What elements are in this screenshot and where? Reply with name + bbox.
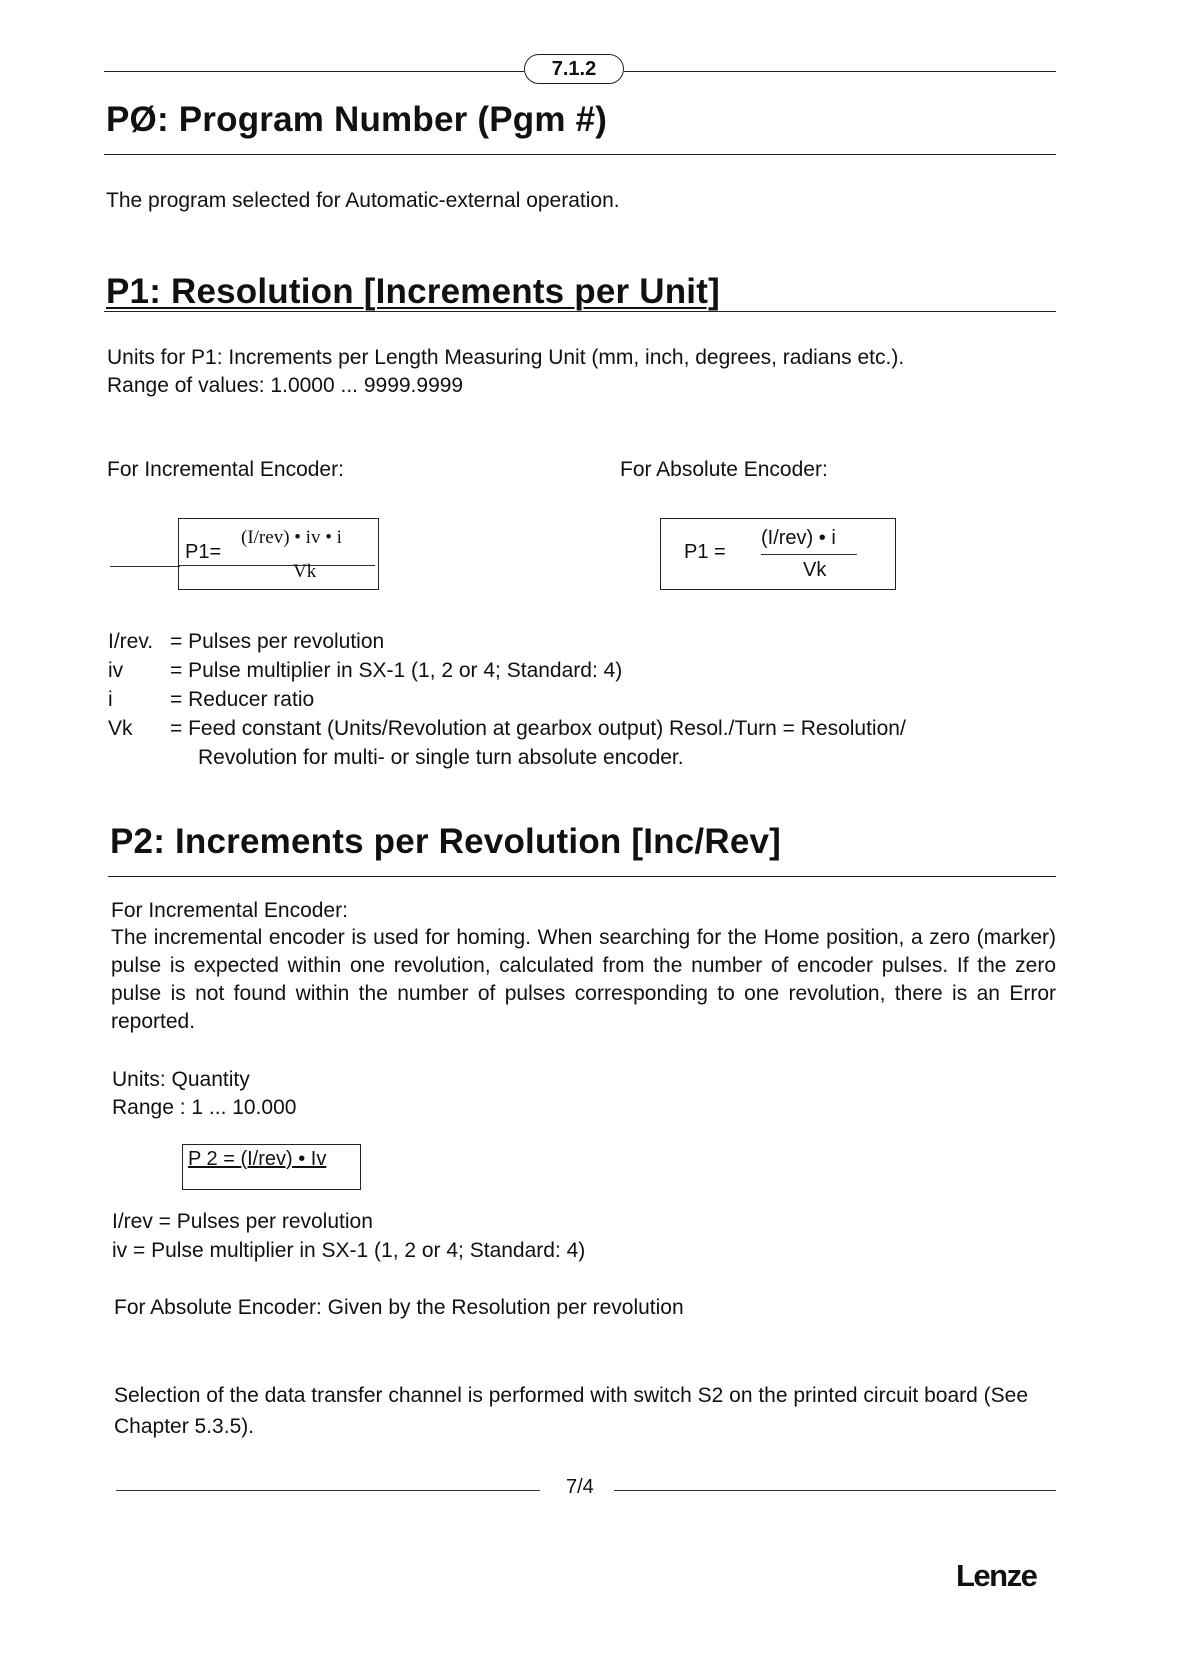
p0-title-rule <box>104 154 1056 155</box>
formula-abs-lhs: P1 = <box>684 541 726 563</box>
def-text-1: = Pulses per revolution <box>170 630 385 653</box>
p2-selection: Selection of the data transfer channel is performed with switch S2 on the printed circuit board (See Chapter 5.3.5). <box>114 1384 1028 1438</box>
header-rule-right <box>624 71 1056 72</box>
p2-range: Range : 1 ... 10.000 <box>112 1096 297 1119</box>
formula-inc-leadline <box>110 566 180 567</box>
def-text-2: = Pulse multiplier in SX-1 (1, 2 or 4; Standard: 4) <box>170 659 623 682</box>
p2-def-2: iv = Pulse multiplier in SX-1 (1, 2 or 4; Standard: 4) <box>112 1239 586 1262</box>
footer-rule-right <box>614 1490 1056 1491</box>
def-term-4: Vk <box>108 717 133 740</box>
page-number: 7/4 <box>566 1476 594 1498</box>
footer-rule-left <box>116 1490 540 1491</box>
formula-abs-fraction-bar <box>761 554 857 555</box>
p1-title-rule <box>104 311 1056 312</box>
p1-absolute-label: For Absolute Encoder: <box>620 458 828 481</box>
header-rule-left <box>104 71 524 72</box>
p2-formula-box <box>182 1144 361 1190</box>
p1-title: P1: Resolution [Increments per Unit] <box>106 272 720 311</box>
formula-abs-numerator: (I/rev) • i <box>761 527 836 549</box>
p2-formula-text: P 2 = (I/rev) • Iv <box>188 1148 327 1170</box>
p1-incremental-label: For Incremental Encoder: <box>107 458 344 481</box>
p2-incremental-label: For Incremental Encoder: <box>111 899 348 922</box>
def-term-1: I/rev. <box>108 630 154 653</box>
def-text-4-cont: Revolution for multi- or single turn absolute encoder. <box>198 746 684 769</box>
def-term-3: i <box>108 688 113 711</box>
def-text-3: = Reducer ratio <box>170 688 315 711</box>
p2-title-rule <box>108 876 1056 877</box>
formula-inc-numerator: (I/rev) • iv • i <box>241 527 342 548</box>
formula-incremental-box <box>178 518 379 590</box>
formula-absolute-box <box>660 518 896 590</box>
formula-inc-lhs: P1= <box>185 541 222 563</box>
lenze-logo: Lenze <box>956 1558 1037 1593</box>
p2-def-1: I/rev = Pulses per revolution <box>112 1210 373 1233</box>
p0-text: The program selected for Automatic-external operation. <box>106 189 620 212</box>
p2-paragraph: The incremental encoder is used for homing. When searching for the Home position, a zero (marker) pulse is expected within one revolution, calculated from the number of encoder pulses. If the zero pulse is not found within the number of pulses corresponding to one revolution, there is an Error reported. <box>111 926 1056 1033</box>
p2-absolute: For Absolute Encoder: Given by the Resolution per revolution <box>114 1296 684 1319</box>
p1-units: Units for P1: Increments per Length Measuring Unit (mm, inch, degrees, radians etc.). <box>107 346 905 369</box>
p1-range: Range of values: 1.0000 ... 9999.9999 <box>107 374 464 397</box>
p2-title: P2: Increments per Revolution [Inc/Rev] <box>110 822 782 861</box>
def-term-2: iv <box>108 659 124 682</box>
section-number: 7.1.2 <box>524 54 624 84</box>
formula-abs-denominator: Vk <box>803 559 827 581</box>
formula-inc-fraction-bar <box>179 565 375 566</box>
p2-units: Units: Quantity <box>112 1068 250 1091</box>
formula-inc-denominator: Vk <box>293 561 317 582</box>
def-text-4: = Feed constant (Units/Revolution at gearbox output) Resol./Turn = Resolution/ <box>170 717 906 740</box>
p0-title: PØ: Program Number (Pgm #) <box>106 100 608 139</box>
